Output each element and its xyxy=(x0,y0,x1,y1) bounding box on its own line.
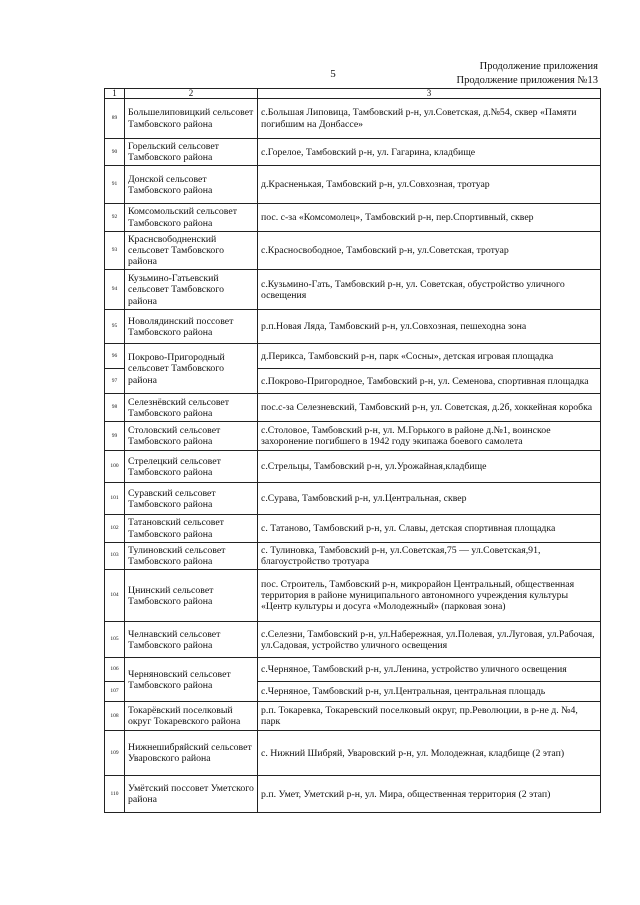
location-cell: с. Нижний Шибряй, Уваровский р-н, ул. Молодежная, кладбище (2 этап) xyxy=(258,731,601,776)
municipality-cell: Челнавский сельсовет Тамбовского района xyxy=(125,622,258,658)
location-cell: с. Татаново, Тамбовский р-н, ул. Славы, детская спортивная площадка xyxy=(258,515,601,542)
row-number: 100 xyxy=(105,451,125,483)
location-cell: с.Горелое, Тамбовский р-н, ул. Гагарина, кладбище xyxy=(258,139,601,166)
objects-table xyxy=(104,88,601,813)
location-cell: пос. с-за «Комсомолец», Тамбовский р-н, пер.Спортивный, сквер xyxy=(258,204,601,231)
location-cell: р.п. Токаревка, Токаревский поселковый округ, пр.Революции, в р-не д. №4, парк xyxy=(258,702,601,731)
row-number: 92 xyxy=(105,204,125,231)
municipality-cell: Покрово-Пригородный сельсовет Тамбовского района xyxy=(125,344,258,394)
location-cell: д.Красненькая, Тамбовский р-н, ул.Совхозная, тротуар xyxy=(258,166,601,204)
municipality-cell: Донской сельсовет Тамбовского района xyxy=(125,166,258,204)
table-row xyxy=(105,702,601,731)
row-number: 110 xyxy=(105,776,125,813)
table-row xyxy=(105,394,601,422)
location-cell: пос.с-за Селезневский, Тамбовский р-н, ул. Советская, д.2б, хоккейная коробка xyxy=(258,394,601,422)
location-cell: с. Тулиновка, Тамбовский р-н, ул.Советская,75 — ул.Советская,91, благоустройство тротуара xyxy=(258,542,601,569)
table-row xyxy=(105,658,601,682)
table-row xyxy=(105,344,601,369)
municipality-cell: Татановский сельсовет Тамбовского района xyxy=(125,515,258,542)
row-number: 89 xyxy=(105,99,125,139)
table-row xyxy=(105,483,601,515)
column-header: 2 xyxy=(125,89,258,99)
municipality-cell: Новолядинский поссовет Тамбовского района xyxy=(125,310,258,344)
continuation-header: Продолжение приложения xyxy=(479,61,598,72)
row-number: 103 xyxy=(105,542,125,569)
municipality-cell: Умётский поссовет Уметского района xyxy=(125,776,258,813)
municipality-cell: Цнинский сельсовет Тамбовского района xyxy=(125,570,258,622)
location-cell: с.Селезни, Тамбовский р-н, ул.Набережная, ул.Полевая, ул.Луговая, ул.Рабочая, ул.Садовая, устройство уличного освещения xyxy=(258,622,601,658)
municipality-cell: Комсомольский сельсовет Тамбовского района xyxy=(125,204,258,231)
table-row xyxy=(105,731,601,776)
table-row xyxy=(105,99,601,139)
row-number: 99 xyxy=(105,422,125,451)
municipality-cell: Селезнёвский сельсовет Тамбовского района xyxy=(125,394,258,422)
row-number: 97 xyxy=(105,369,125,394)
location-cell: с.Сурава, Тамбовский р-н, ул.Центральная, сквер xyxy=(258,483,601,515)
location-cell: р.п.Новая Ляда, Тамбовский р-н, ул.Совхозная, пешеходна зона xyxy=(258,310,601,344)
table-row xyxy=(105,422,601,451)
location-cell: пос. Строитель, Тамбовский р-н, микрорайон Центральный, общественная территория в районе муниципального автономного учреждения культуры «Центр культуры и досуга «Молодежный» (парковая зона) xyxy=(258,570,601,622)
row-number: 105 xyxy=(105,622,125,658)
page-number: 5 xyxy=(330,68,336,80)
table-row xyxy=(105,231,601,270)
municipality-cell: Суравский сельсовет Тамбовского района xyxy=(125,483,258,515)
table-row xyxy=(105,204,601,231)
row-number: 91 xyxy=(105,166,125,204)
appendix-header: Продолжение приложения №13 xyxy=(456,75,598,86)
location-cell: с.Кузьмино-Гать, Тамбовский р-н, ул. Советская, обустройство уличного освещения xyxy=(258,270,601,310)
row-number: 102 xyxy=(105,515,125,542)
row-number: 98 xyxy=(105,394,125,422)
row-number: 101 xyxy=(105,483,125,515)
table-row xyxy=(105,515,601,542)
municipality-cell: Столовский сельсовет Тамбовского района xyxy=(125,422,258,451)
location-cell: с.Черняное, Тамбовский р-н, ул.Центральная, центральная площадь xyxy=(258,682,601,702)
location-cell: с.Большая Липовица, Тамбовский р-н, ул.Советская, д.№54, сквер «Памяти погибшим на Донбассе» xyxy=(258,99,601,139)
row-number: 95 xyxy=(105,310,125,344)
table-header-row xyxy=(105,89,601,99)
municipality-cell: Стрелецкий сельсовет Тамбовского района xyxy=(125,451,258,483)
table-row xyxy=(105,270,601,310)
municipality-cell: Большелиповицкий сельсовет Тамбовского района xyxy=(125,99,258,139)
municipality-cell: Кузьмино-Гатьевский сельсовет Тамбовского района xyxy=(125,270,258,310)
municipality-cell: Черняновский сельсовет Тамбовского района xyxy=(125,658,258,702)
table-row xyxy=(105,622,601,658)
row-number: 109 xyxy=(105,731,125,776)
row-number: 94 xyxy=(105,270,125,310)
location-cell: с.Покрово-Пригородное, Тамбовский р-н, ул. Семенова, спортивная площадка xyxy=(258,369,601,394)
row-number: 107 xyxy=(105,682,125,702)
table-row xyxy=(105,570,601,622)
municipality-cell: Тулиновский сельсовет Тамбовского района xyxy=(125,542,258,569)
location-cell: д.Перикса, Тамбовский р-н, парк «Сосны», детская игровая площадка xyxy=(258,344,601,369)
municipality-cell: Краснсвободненский сельсовет Тамбовского района xyxy=(125,231,258,270)
row-number: 93 xyxy=(105,231,125,270)
row-number: 104 xyxy=(105,570,125,622)
table-row xyxy=(105,310,601,344)
location-cell: с.Столовое, Тамбовский р-н, ул. М.Горького в районе д.№1, воинское захоронение погибшего в 1942 году экипажа боевого самолета xyxy=(258,422,601,451)
municipality-cell: Нижнешибряйский сельсовет Уваровского района xyxy=(125,731,258,776)
row-number: 106 xyxy=(105,658,125,682)
table-row xyxy=(105,776,601,813)
row-number: 90 xyxy=(105,139,125,166)
location-cell: с.Красносвободное, Тамбовский р-н, ул.Советская, тротуар xyxy=(258,231,601,270)
location-cell: с.Стрельцы, Тамбовский р-н, ул.Урожайная,кладбище xyxy=(258,451,601,483)
table-row xyxy=(105,166,601,204)
location-cell: р.п. Умет, Уметский р-н, ул. Мира, общественная территория (2 этап) xyxy=(258,776,601,813)
column-header: 1 xyxy=(105,89,125,99)
row-number: 96 xyxy=(105,344,125,369)
table-row xyxy=(105,139,601,166)
municipality-cell: Горельский сельсовет Тамбовского района xyxy=(125,139,258,166)
table-row xyxy=(105,542,601,569)
column-header: 3 xyxy=(258,89,601,99)
municipality-cell: Токарёвский поселковый округ Токаревского района xyxy=(125,702,258,731)
row-number: 108 xyxy=(105,702,125,731)
table-row xyxy=(105,451,601,483)
location-cell: с.Черняное, Тамбовский р-н, ул.Ленина, устройство уличного освещения xyxy=(258,658,601,682)
